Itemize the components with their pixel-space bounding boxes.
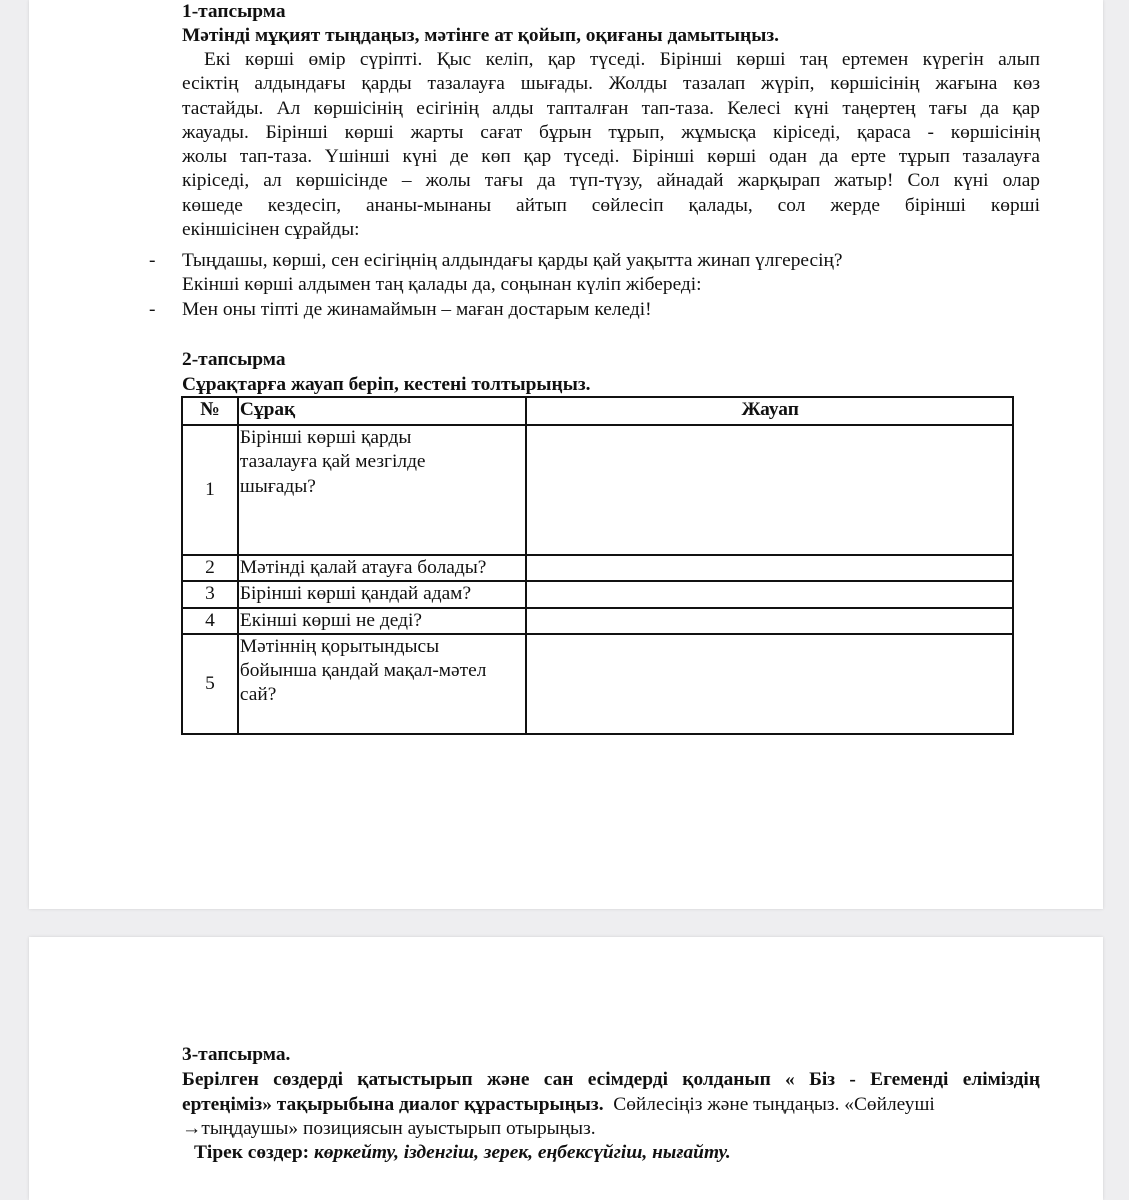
task1-number: 1-тапсырма (182, 1, 286, 22)
row-number: 1 (182, 425, 238, 555)
row-number: 2 (182, 555, 238, 581)
task3-instruction-line-2 (182, 1093, 1040, 1117)
header-question: Сұрақ (238, 397, 526, 425)
keywords-list: көркейту, ізденгіш, зерек, еңбексүйгіш, нығайту. (314, 1142, 731, 1163)
task1-paragraph (182, 48, 1040, 242)
dialogue-line-1: Тыңдашы, көрші, сен есігіңнің алдындағы қарды қай уақытта жинап үлгересің? (182, 250, 843, 271)
task1-instruction: Мәтінді мұқият тыңдаңыз, мәтінге ат қойып, оқиғаны дамытыңыз. (182, 25, 779, 46)
dialogue-line-2: Екінші көрші алдымен таң қалады да, соңынан күліп жібереді: (182, 274, 702, 295)
dialogue-bullet: - (149, 250, 156, 271)
paragraph-line: жолы тап-таза. Үшінші күні де көп қар түседі. Бірінші көрші одан да ерте тұрып тазалауға (182, 146, 1040, 168)
dialogue-line-3: Мен оны тіпті де жинамаймын – маған достарым келеді! (182, 299, 652, 320)
paragraph-line: жауады. Бірінші көрші жарты сағат бұрын тұрып, жұмысқа кіріседі, қараса - көршісінің (182, 121, 1040, 143)
table-row (182, 581, 1013, 607)
question-line: тазалауға қай мезгілде (239, 451, 426, 473)
paragraph-line: көшеде кездесіп, ананы-мынаны айтып сөйлесіп қалады, сол жерде бірінші көрші (182, 194, 1040, 216)
header-answer: Жауап (526, 397, 1013, 425)
answer-cell[interactable] (526, 581, 1013, 607)
answer-cell[interactable] (526, 634, 1013, 734)
task3-number: 3-тапсырма. (182, 1044, 291, 1065)
row-question: Екінші көрші не деді? (238, 608, 526, 634)
dialogue-bullet: - (149, 299, 156, 320)
table-row (182, 555, 1013, 581)
answer-cell[interactable] (526, 555, 1013, 581)
table-row (182, 608, 1013, 634)
questions-table (181, 396, 1014, 735)
task3-instruction-bold: ертеңіміз» тақырыбына диалог құрастырыңыз. (182, 1094, 604, 1115)
row-question (238, 634, 526, 734)
row-number: 4 (182, 608, 238, 634)
table-header-row (182, 397, 1013, 425)
table-row (182, 634, 1013, 734)
row-question (238, 425, 526, 555)
answer-cell[interactable] (526, 425, 1013, 555)
row-number: 3 (182, 581, 238, 607)
question-line: сай? (239, 684, 277, 706)
task2-instruction: Сұрақтарға жауап беріп, кестені толтырыңыз. (182, 374, 591, 395)
task3-keywords (194, 1141, 1052, 1165)
paragraph-line: Екі көрші өмір сүріпті. Қыс келіп, қар түседі. Бірінші көрші таң ертемен күрегін алып (204, 49, 1040, 70)
task3-instruction-normal: Сөйлесіңіз және тыңдаңыз. «Сөйлеуші (613, 1094, 935, 1115)
task3-instruction-line-1: Берілген сөздерді қатыстырып және сан есімдерді қолданып « Біз - Егеменді еліміздің (182, 1069, 1040, 1090)
row-question: Бірінші көрші қандай адам? (238, 581, 526, 607)
header-number: № (182, 397, 238, 425)
question-line: Мәтіннің қорытындысы (239, 635, 440, 657)
paragraph-line: кіріседі, ал көршісінде – жолы тағы да түп-түзу, айнадай жарқырап жатыр! Сол күні олар (182, 170, 1040, 192)
task2-number: 2-тапсырма (182, 349, 286, 370)
answer-cell[interactable] (526, 608, 1013, 634)
keywords-label: Тірек сөздер: (194, 1142, 310, 1163)
task3-instruction-line-3: →тыңдаушы» позициясын ауыстырып отырыңыз. (182, 1118, 596, 1139)
row-question: Мәтінді қалай атауға болады? (238, 555, 526, 581)
question-line: Бірінші көрші қарды (239, 427, 412, 448)
question-line: шығады? (239, 475, 316, 497)
table-row (182, 425, 1013, 555)
question-line: бойынша қандай мақал-мәтел (239, 660, 487, 682)
paragraph-line: тастайды. Ал көршісінің есігінің алды тапталған тап-таза. Келесі күні таңертең тағы да қар (182, 97, 1040, 119)
paragraph-line: есіктің алдындағы қарды тазалауға шығады. Жолды тазалап жүріп, көршісінің жағына көз (182, 73, 1040, 95)
paragraph-line: екіншісінен сұрайды: (182, 219, 360, 241)
row-number: 5 (182, 634, 238, 734)
